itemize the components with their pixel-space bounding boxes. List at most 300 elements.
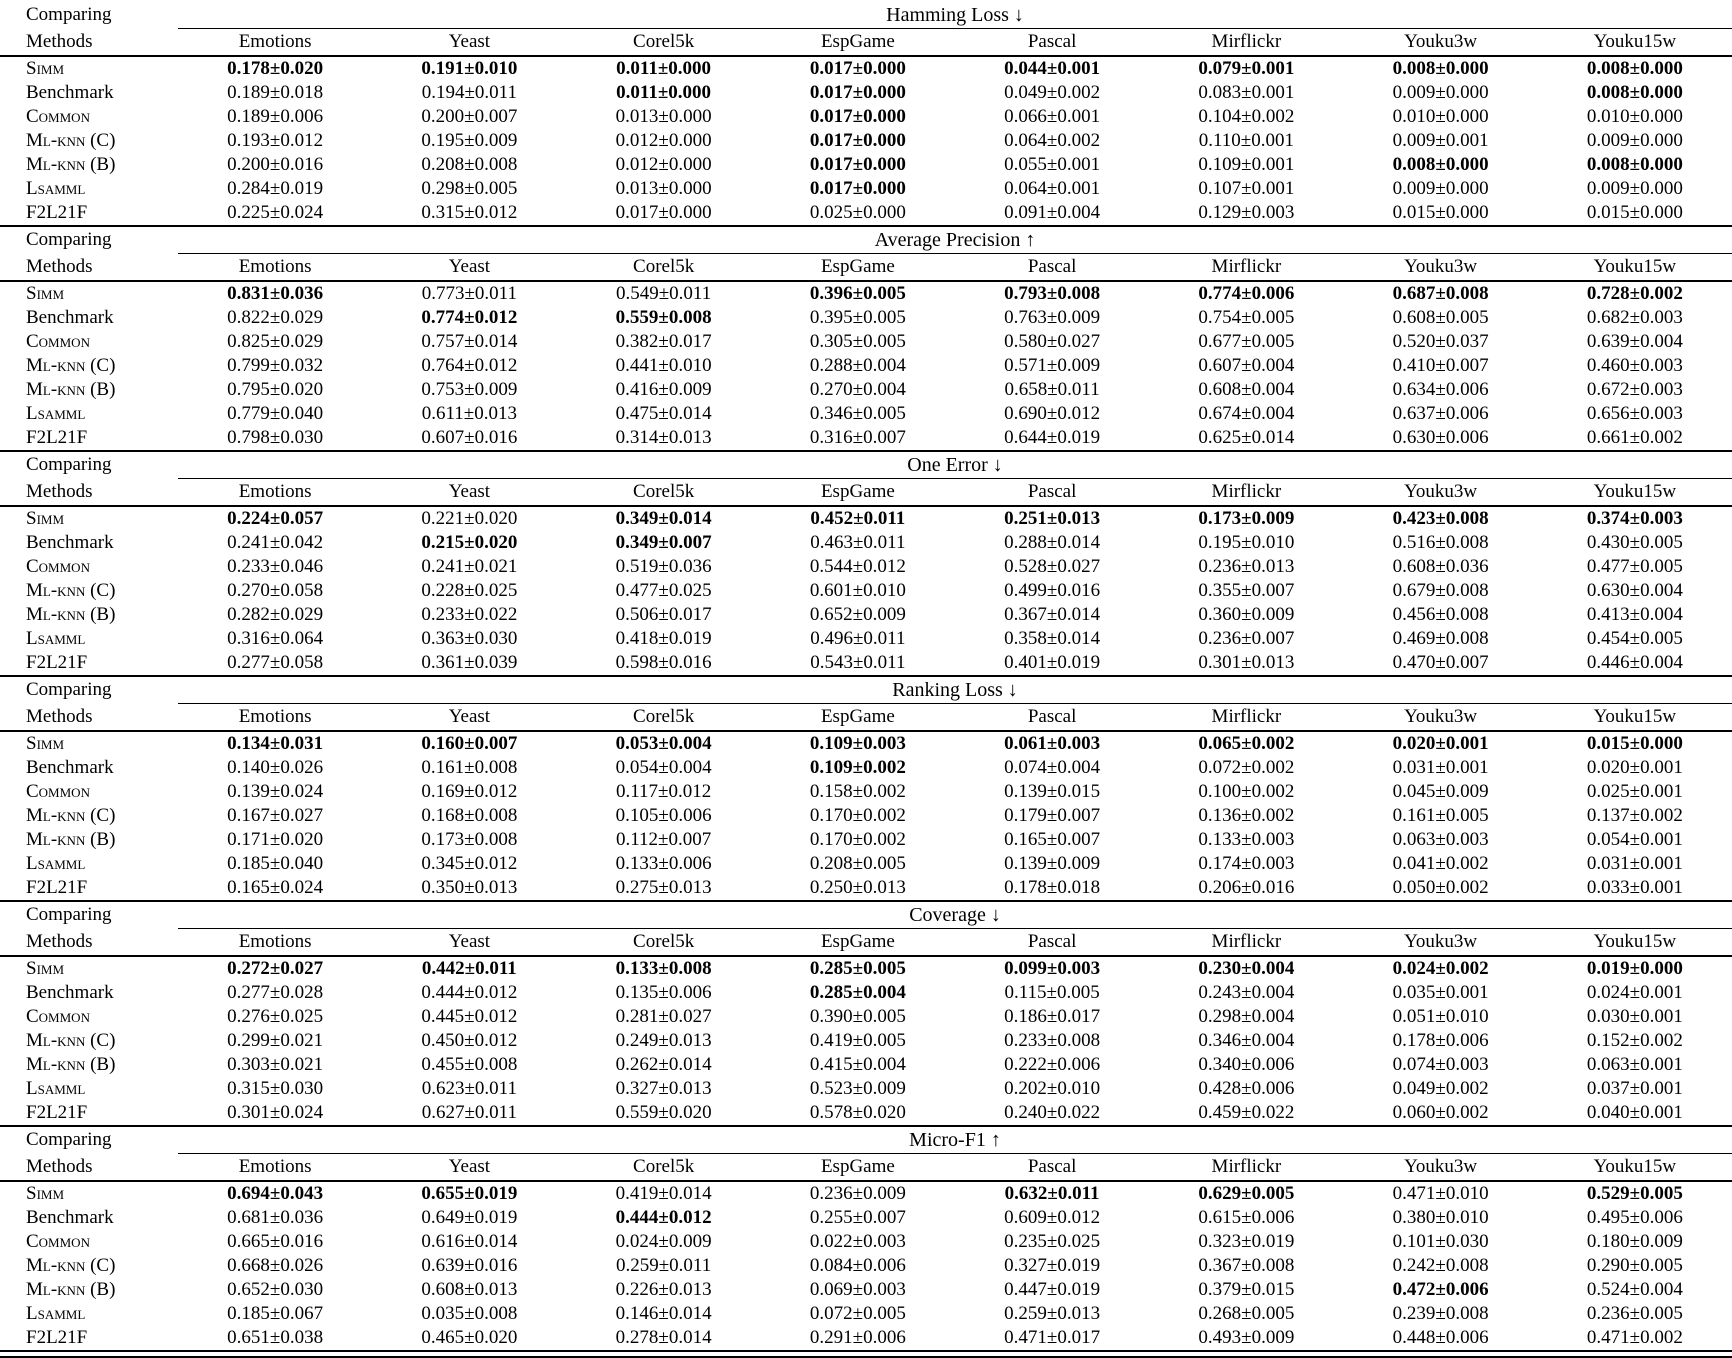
metric-value-cell: 0.305±0.005 — [809, 331, 906, 353]
metric-value-cell: 0.285±0.005 — [809, 958, 906, 980]
metric-value-cell: 0.051±0.010 — [1392, 1006, 1489, 1028]
metric-value-cell: 0.013±0.000 — [615, 106, 712, 128]
metric-value-cell: 0.140±0.026 — [227, 757, 324, 779]
metric-value-cell: 0.017±0.000 — [809, 154, 906, 176]
dataset-header: Pascal — [955, 254, 1149, 282]
metric-value-cell: 0.469±0.008 — [1392, 628, 1489, 650]
metric-value-cell: 0.180±0.009 — [1586, 1231, 1683, 1253]
section-title-row — [0, 1126, 1732, 1154]
metric-title: Average Precision ↑ — [178, 226, 1732, 254]
table-row — [0, 1101, 1732, 1126]
metric-value-cell: 0.656±0.003 — [1586, 403, 1683, 425]
dataset-header: Mirflickr — [1149, 929, 1343, 957]
metric-value-cell: 0.179±0.007 — [1004, 805, 1101, 827]
metric-value-cell: 0.665±0.016 — [227, 1231, 324, 1253]
metric-value-cell: 0.681±0.036 — [227, 1207, 324, 1229]
metric-value-cell: 0.278±0.014 — [615, 1327, 712, 1349]
metric-value-cell: 0.299±0.021 — [227, 1030, 324, 1052]
metric-value-cell: 0.022±0.003 — [809, 1231, 906, 1253]
metric-value-cell: 0.694±0.043 — [227, 1183, 324, 1205]
metric-value-cell: 0.543±0.011 — [810, 652, 906, 674]
dataset-header-row — [0, 479, 1732, 507]
table-row — [0, 756, 1732, 780]
metric-value-cell: 0.255±0.007 — [809, 1207, 906, 1229]
metric-value-cell: 0.178±0.020 — [227, 58, 324, 80]
metric-value-cell: 0.065±0.002 — [1198, 733, 1295, 755]
metric-value-cell: 0.418±0.019 — [615, 628, 712, 650]
metric-value-cell: 0.446±0.004 — [1586, 652, 1683, 674]
metric-value-cell: 0.013±0.000 — [615, 178, 712, 200]
metric-value-cell: 0.100±0.002 — [1198, 781, 1295, 803]
metric-value-cell: 0.441±0.010 — [615, 355, 712, 377]
metric-value-cell: 0.608±0.004 — [1198, 379, 1295, 401]
metric-value-cell: 0.754±0.005 — [1198, 307, 1295, 329]
method-name: Ml-knn (C) — [26, 355, 116, 377]
metric-value-cell: 0.559±0.020 — [615, 1102, 712, 1124]
dataset-header: Yeast — [372, 479, 566, 507]
metric-value-cell: 0.083±0.001 — [1198, 82, 1295, 104]
metric-value-cell: 0.195±0.010 — [1198, 532, 1295, 554]
metric-value-cell: 0.054±0.001 — [1586, 829, 1683, 851]
metric-value-cell: 0.024±0.009 — [615, 1231, 712, 1253]
metric-value-cell: 0.017±0.000 — [615, 202, 712, 224]
metric-value-cell: 0.072±0.002 — [1198, 757, 1295, 779]
table-row — [0, 1206, 1732, 1230]
metric-value-cell: 0.233±0.008 — [1004, 1030, 1101, 1052]
metric-value-cell: 0.472±0.006 — [1392, 1279, 1489, 1301]
corner-label-comparing: Comparing — [0, 676, 178, 704]
metric-value-cell: 0.008±0.000 — [1586, 82, 1683, 104]
metric-value-cell: 0.390±0.005 — [809, 1006, 906, 1028]
metric-value-cell: 0.117±0.012 — [616, 781, 712, 803]
corner-label-comparing: Comparing — [0, 451, 178, 479]
metric-value-cell: 0.243±0.004 — [1198, 982, 1295, 1004]
method-name: Benchmark — [26, 307, 114, 329]
metric-value-cell: 0.655±0.019 — [421, 1183, 518, 1205]
metric-value-cell: 0.017±0.000 — [809, 130, 906, 152]
metric-value-cell: 0.015±0.000 — [1586, 202, 1683, 224]
section-title-row — [0, 451, 1732, 479]
metric-value-cell: 0.763±0.009 — [1004, 307, 1101, 329]
metric-value-cell: 0.448±0.006 — [1392, 1327, 1489, 1349]
dataset-header-row — [0, 29, 1732, 57]
dataset-header: EspGame — [761, 254, 955, 282]
metric-value-cell: 0.413±0.004 — [1586, 604, 1683, 626]
metric-value-cell: 0.074±0.004 — [1004, 757, 1101, 779]
metric-value-cell: 0.259±0.011 — [616, 1255, 712, 1277]
metric-value-cell: 0.672±0.003 — [1586, 379, 1683, 401]
metric-value-cell: 0.661±0.002 — [1586, 427, 1683, 449]
metric-value-cell: 0.225±0.024 — [227, 202, 324, 224]
metric-value-cell: 0.275±0.013 — [615, 877, 712, 899]
metric-value-cell: 0.282±0.029 — [227, 604, 324, 626]
metric-value-cell: 0.060±0.002 — [1392, 1102, 1489, 1124]
metric-value-cell: 0.493±0.009 — [1198, 1327, 1295, 1349]
metric-value-cell: 0.171±0.020 — [227, 829, 324, 851]
metric-value-cell: 0.463±0.011 — [810, 532, 906, 554]
metric-value-cell: 0.549±0.011 — [616, 283, 712, 305]
metric-value-cell: 0.173±0.009 — [1198, 508, 1295, 530]
metric-value-cell: 0.024±0.002 — [1392, 958, 1489, 980]
metric-value-cell: 0.072±0.005 — [809, 1303, 906, 1325]
table-row — [0, 651, 1732, 676]
method-name: Ml-knn (B) — [26, 379, 116, 401]
metric-value-cell: 0.607±0.016 — [421, 427, 518, 449]
metric-value-cell: 0.799±0.032 — [227, 355, 324, 377]
metric-value-cell: 0.167±0.027 — [227, 805, 324, 827]
metric-value-cell: 0.241±0.021 — [421, 556, 518, 578]
metric-value-cell: 0.495±0.006 — [1586, 1207, 1683, 1229]
metric-value-cell: 0.452±0.011 — [810, 508, 906, 530]
method-name: Simm — [26, 283, 65, 305]
metric-value-cell: 0.215±0.020 — [421, 532, 518, 554]
corner-label-methods: Methods — [0, 254, 178, 282]
metric-value-cell: 0.270±0.058 — [227, 580, 324, 602]
metric-value-cell: 0.221±0.020 — [421, 508, 518, 530]
method-name: Ml-knn (B) — [26, 1279, 116, 1301]
metric-value-cell: 0.639±0.004 — [1586, 331, 1683, 353]
metric-value-cell: 0.358±0.014 — [1004, 628, 1101, 650]
metric-value-cell: 0.202±0.010 — [1004, 1078, 1101, 1100]
table-row — [0, 201, 1732, 226]
metric-value-cell: 0.728±0.002 — [1586, 283, 1683, 305]
metric-value-cell: 0.757±0.014 — [421, 331, 518, 353]
metric-value-cell: 0.064±0.001 — [1004, 178, 1101, 200]
dataset-header: Emotions — [178, 704, 372, 732]
metric-value-cell: 0.101±0.030 — [1392, 1231, 1489, 1253]
method-name: F2L21F — [26, 652, 88, 674]
corner-label-comparing: Comparing — [0, 226, 178, 254]
metric-value-cell: 0.459±0.022 — [1198, 1102, 1295, 1124]
metric-value-cell: 0.186±0.017 — [1004, 1006, 1101, 1028]
metric-value-cell: 0.445±0.012 — [421, 1006, 518, 1028]
dataset-header-row — [0, 704, 1732, 732]
metric-value-cell: 0.374±0.003 — [1586, 508, 1683, 530]
dataset-header: Corel5k — [567, 929, 761, 957]
metric-value-cell: 0.291±0.006 — [809, 1327, 906, 1349]
metric-value-cell: 0.611±0.013 — [421, 403, 517, 425]
dataset-header: EspGame — [761, 479, 955, 507]
table-row — [0, 956, 1732, 981]
metric-value-cell: 0.139±0.015 — [1004, 781, 1101, 803]
dataset-header: Pascal — [955, 929, 1149, 957]
dataset-header: Youku3w — [1344, 704, 1538, 732]
metric-value-cell: 0.161±0.005 — [1392, 805, 1489, 827]
metric-value-cell: 0.233±0.046 — [227, 556, 324, 578]
table-row — [0, 1278, 1732, 1302]
metric-value-cell: 0.033±0.001 — [1586, 877, 1683, 899]
corner-label-comparing: Comparing — [0, 901, 178, 929]
table-row — [0, 531, 1732, 555]
metric-value-cell: 0.165±0.024 — [227, 877, 324, 899]
metric-value-cell: 0.259±0.013 — [1004, 1303, 1101, 1325]
table-row — [0, 1181, 1732, 1206]
metric-value-cell: 0.017±0.000 — [809, 58, 906, 80]
method-name: Simm — [26, 958, 65, 980]
metric-value-cell: 0.529±0.005 — [1586, 1183, 1683, 1205]
metric-value-cell: 0.779±0.040 — [227, 403, 324, 425]
metric-value-cell: 0.011±0.000 — [616, 58, 712, 80]
method-name: Common — [26, 331, 90, 353]
metric-value-cell: 0.616±0.014 — [421, 1231, 518, 1253]
metric-value-cell: 0.079±0.001 — [1198, 58, 1295, 80]
metric-value-cell: 0.281±0.027 — [615, 1006, 712, 1028]
metric-value-cell: 0.285±0.004 — [809, 982, 906, 1004]
metric-value-cell: 0.236±0.013 — [1198, 556, 1295, 578]
metric-value-cell: 0.450±0.012 — [421, 1030, 518, 1052]
metric-value-cell: 0.523±0.009 — [809, 1078, 906, 1100]
metric-value-cell: 0.009±0.000 — [1392, 82, 1489, 104]
metric-value-cell: 0.139±0.024 — [227, 781, 324, 803]
metric-value-cell: 0.634±0.006 — [1392, 379, 1489, 401]
table-row — [0, 354, 1732, 378]
metric-value-cell: 0.249±0.013 — [615, 1030, 712, 1052]
metric-value-cell: 0.169±0.012 — [421, 781, 518, 803]
metric-value-cell: 0.630±0.004 — [1586, 580, 1683, 602]
corner-label-comparing: Comparing — [26, 4, 112, 26]
table-row — [0, 555, 1732, 579]
metric-value-cell: 0.133±0.008 — [615, 958, 712, 980]
metric-value-cell: 0.178±0.018 — [1004, 877, 1101, 899]
metric-value-cell: 0.793±0.008 — [1004, 283, 1101, 305]
dataset-header: Corel5k — [567, 254, 761, 282]
metric-value-cell: 0.139±0.009 — [1004, 853, 1101, 875]
dataset-header: EspGame — [761, 1154, 955, 1182]
metric-value-cell: 0.277±0.058 — [227, 652, 324, 674]
metric-value-cell: 0.316±0.064 — [227, 628, 324, 650]
metric-value-cell: 0.049±0.002 — [1004, 82, 1101, 104]
metric-value-cell: 0.191±0.010 — [421, 58, 518, 80]
metric-value-cell: 0.236±0.007 — [1198, 628, 1295, 650]
dataset-header: Mirflickr — [1149, 479, 1343, 507]
metric-value-cell: 0.524±0.004 — [1586, 1279, 1683, 1301]
metric-value-cell: 0.471±0.010 — [1392, 1183, 1489, 1205]
metric-value-cell: 0.346±0.005 — [809, 403, 906, 425]
metric-value-cell: 0.193±0.012 — [227, 130, 324, 152]
metric-value-cell: 0.580±0.027 — [1004, 331, 1101, 353]
metric-value-cell: 0.136±0.002 — [1198, 805, 1295, 827]
metric-value-cell: 0.109±0.002 — [809, 757, 906, 779]
metric-value-cell: 0.063±0.001 — [1586, 1054, 1683, 1076]
metric-value-cell: 0.133±0.006 — [615, 853, 712, 875]
metric-title: One Error ↓ — [178, 451, 1732, 479]
table-row — [0, 1230, 1732, 1254]
metric-value-cell: 0.270±0.004 — [809, 379, 906, 401]
metric-value-cell: 0.109±0.001 — [1198, 154, 1295, 176]
method-name: Benchmark — [26, 532, 114, 554]
metric-value-cell: 0.345±0.012 — [421, 853, 518, 875]
metric-value-cell: 0.773±0.011 — [421, 283, 517, 305]
metric-value-cell: 0.608±0.036 — [1392, 556, 1489, 578]
dataset-header: EspGame — [761, 929, 955, 957]
metric-value-cell: 0.520±0.037 — [1392, 331, 1489, 353]
corner-label-methods: Methods — [0, 704, 178, 732]
metric-value-cell: 0.774±0.006 — [1198, 283, 1295, 305]
dataset-header: Emotions — [178, 1154, 372, 1182]
method-name: Ml-knn (B) — [26, 154, 116, 176]
table-row — [0, 426, 1732, 451]
method-name: Lsamml — [26, 853, 86, 875]
metric-value-cell: 0.240±0.022 — [1004, 1102, 1101, 1124]
metric-value-cell: 0.040±0.001 — [1586, 1102, 1683, 1124]
table-row — [0, 81, 1732, 105]
metric-value-cell: 0.239±0.008 — [1392, 1303, 1489, 1325]
metric-value-cell: 0.250±0.013 — [809, 877, 906, 899]
metric-value-cell: 0.017±0.000 — [809, 106, 906, 128]
metric-value-cell: 0.020±0.001 — [1586, 757, 1683, 779]
dataset-header: EspGame — [761, 704, 955, 732]
metric-value-cell: 0.189±0.006 — [227, 106, 324, 128]
method-name: Ml-knn (C) — [26, 1255, 116, 1277]
metric-value-cell: 0.107±0.001 — [1198, 178, 1295, 200]
method-name: Ml-knn (C) — [26, 580, 116, 602]
metric-title: Ranking Loss ↓ — [178, 676, 1732, 704]
metric-value-cell: 0.637±0.006 — [1392, 403, 1489, 425]
dataset-header: Emotions — [178, 479, 372, 507]
metric-value-cell: 0.822±0.029 — [227, 307, 324, 329]
metric-value-cell: 0.025±0.000 — [809, 202, 906, 224]
table-row — [0, 330, 1732, 354]
metric-value-cell: 0.262±0.014 — [615, 1054, 712, 1076]
metric-value-cell: 0.041±0.002 — [1392, 853, 1489, 875]
metric-value-cell: 0.134±0.031 — [227, 733, 324, 755]
dataset-header: Yeast — [372, 929, 566, 957]
method-name: Ml-knn (B) — [26, 604, 116, 626]
method-name: Lsamml — [26, 1303, 86, 1325]
metric-value-cell: 0.456±0.008 — [1392, 604, 1489, 626]
metric-value-cell: 0.644±0.019 — [1004, 427, 1101, 449]
metric-value-cell: 0.630±0.006 — [1392, 427, 1489, 449]
metric-value-cell: 0.632±0.011 — [1004, 1183, 1100, 1205]
metric-value-cell: 0.623±0.011 — [421, 1078, 517, 1100]
table-row — [0, 804, 1732, 828]
metric-value-cell: 0.236±0.009 — [809, 1183, 906, 1205]
dataset-header: Pascal — [955, 479, 1149, 507]
metric-value-cell: 0.044±0.001 — [1004, 58, 1101, 80]
metric-value-cell: 0.471±0.002 — [1586, 1327, 1683, 1349]
method-name: Benchmark — [26, 982, 114, 1004]
table-row — [0, 1326, 1732, 1351]
metric-value-cell: 0.442±0.011 — [421, 958, 517, 980]
dataset-header: Mirflickr — [1149, 254, 1343, 282]
metric-value-cell: 0.019±0.000 — [1586, 958, 1683, 980]
metric-value-cell: 0.355±0.007 — [1198, 580, 1295, 602]
metric-title: Micro-F1 ↑ — [178, 1126, 1732, 1154]
metric-value-cell: 0.798±0.030 — [227, 427, 324, 449]
metric-value-cell: 0.009±0.001 — [1392, 130, 1489, 152]
metric-value-cell: 0.074±0.003 — [1392, 1054, 1489, 1076]
metric-value-cell: 0.496±0.011 — [810, 628, 906, 650]
metric-value-cell: 0.170±0.002 — [809, 805, 906, 827]
metric-value-cell: 0.099±0.003 — [1004, 958, 1101, 980]
metric-value-cell: 0.608±0.005 — [1392, 307, 1489, 329]
metric-value-cell: 0.615±0.006 — [1198, 1207, 1295, 1229]
corner-label-methods: Methods — [0, 1154, 178, 1182]
metric-value-cell: 0.008±0.000 — [1586, 154, 1683, 176]
metric-value-cell: 0.049±0.002 — [1392, 1078, 1489, 1100]
method-name: Ml-knn (C) — [26, 805, 116, 827]
metric-value-cell: 0.010±0.000 — [1586, 106, 1683, 128]
metric-value-cell: 0.410±0.007 — [1392, 355, 1489, 377]
metric-value-cell: 0.050±0.002 — [1392, 877, 1489, 899]
metric-value-cell: 0.627±0.011 — [421, 1102, 517, 1124]
method-name: Lsamml — [26, 628, 86, 650]
method-name: Benchmark — [26, 82, 114, 104]
metric-value-cell: 0.444±0.012 — [615, 1207, 712, 1229]
metric-value-cell: 0.228±0.025 — [421, 580, 518, 602]
metric-value-cell: 0.677±0.005 — [1198, 331, 1295, 353]
metric-value-cell: 0.825±0.029 — [227, 331, 324, 353]
dataset-header: Youku15w — [1538, 479, 1732, 507]
metric-value-cell: 0.015±0.000 — [1392, 202, 1489, 224]
metric-value-cell: 0.208±0.008 — [421, 154, 518, 176]
dataset-header: Yeast — [372, 1154, 566, 1182]
table-row — [0, 306, 1732, 330]
dataset-header: Pascal — [955, 29, 1149, 57]
metric-value-cell: 0.578±0.020 — [809, 1102, 906, 1124]
metric-value-cell: 0.017±0.000 — [809, 178, 906, 200]
metric-value-cell: 0.340±0.006 — [1198, 1054, 1295, 1076]
table-row — [0, 876, 1732, 901]
metric-value-cell: 0.301±0.013 — [1198, 652, 1295, 674]
metric-value-cell: 0.477±0.005 — [1586, 556, 1683, 578]
dataset-header: Corel5k — [567, 704, 761, 732]
metric-value-cell: 0.753±0.009 — [421, 379, 518, 401]
metric-value-cell: 0.008±0.000 — [1586, 58, 1683, 80]
dataset-header: Youku3w — [1344, 254, 1538, 282]
metric-value-cell: 0.030±0.001 — [1586, 1006, 1683, 1028]
metric-value-cell: 0.346±0.004 — [1198, 1030, 1295, 1052]
table-row — [0, 1254, 1732, 1278]
table-row — [0, 1029, 1732, 1053]
metric-value-cell: 0.668±0.026 — [227, 1255, 324, 1277]
metric-value-cell: 0.084±0.006 — [809, 1255, 906, 1277]
metric-value-cell: 0.674±0.004 — [1198, 403, 1295, 425]
metric-value-cell: 0.015±0.000 — [1586, 733, 1683, 755]
method-name: Simm — [26, 58, 65, 80]
dataset-header: Pascal — [955, 1154, 1149, 1182]
metric-value-cell: 0.363±0.030 — [421, 628, 518, 650]
metric-value-cell: 0.652±0.030 — [227, 1279, 324, 1301]
method-name: Lsamml — [26, 178, 86, 200]
metric-value-cell: 0.233±0.022 — [421, 604, 518, 626]
table-row — [0, 780, 1732, 804]
metric-value-cell: 0.194±0.011 — [421, 82, 517, 104]
metric-value-cell: 0.135±0.006 — [615, 982, 712, 1004]
metric-value-cell: 0.105±0.006 — [615, 805, 712, 827]
metric-value-cell: 0.609±0.012 — [1004, 1207, 1101, 1229]
metric-value-cell: 0.396±0.005 — [809, 283, 906, 305]
metric-value-cell: 0.544±0.012 — [809, 556, 906, 578]
metric-value-cell: 0.430±0.005 — [1586, 532, 1683, 554]
metric-value-cell: 0.428±0.006 — [1198, 1078, 1295, 1100]
metric-value-cell: 0.327±0.019 — [1004, 1255, 1101, 1277]
metric-value-cell: 0.011±0.000 — [616, 82, 712, 104]
corner-label-methods: Methods — [0, 479, 178, 507]
metric-value-cell: 0.350±0.013 — [421, 877, 518, 899]
metric-value-cell: 0.206±0.016 — [1198, 877, 1295, 899]
metric-value-cell: 0.444±0.012 — [421, 982, 518, 1004]
metric-value-cell: 0.298±0.004 — [1198, 1006, 1295, 1028]
metric-value-cell: 0.185±0.040 — [227, 853, 324, 875]
section-title-row — [0, 676, 1732, 704]
dataset-header: Emotions — [178, 29, 372, 57]
metric-value-cell: 0.323±0.019 — [1198, 1231, 1295, 1253]
metric-value-cell: 0.690±0.012 — [1004, 403, 1101, 425]
metric-value-cell: 0.382±0.017 — [615, 331, 712, 353]
table-row — [0, 731, 1732, 756]
metric-value-cell: 0.268±0.005 — [1198, 1303, 1295, 1325]
